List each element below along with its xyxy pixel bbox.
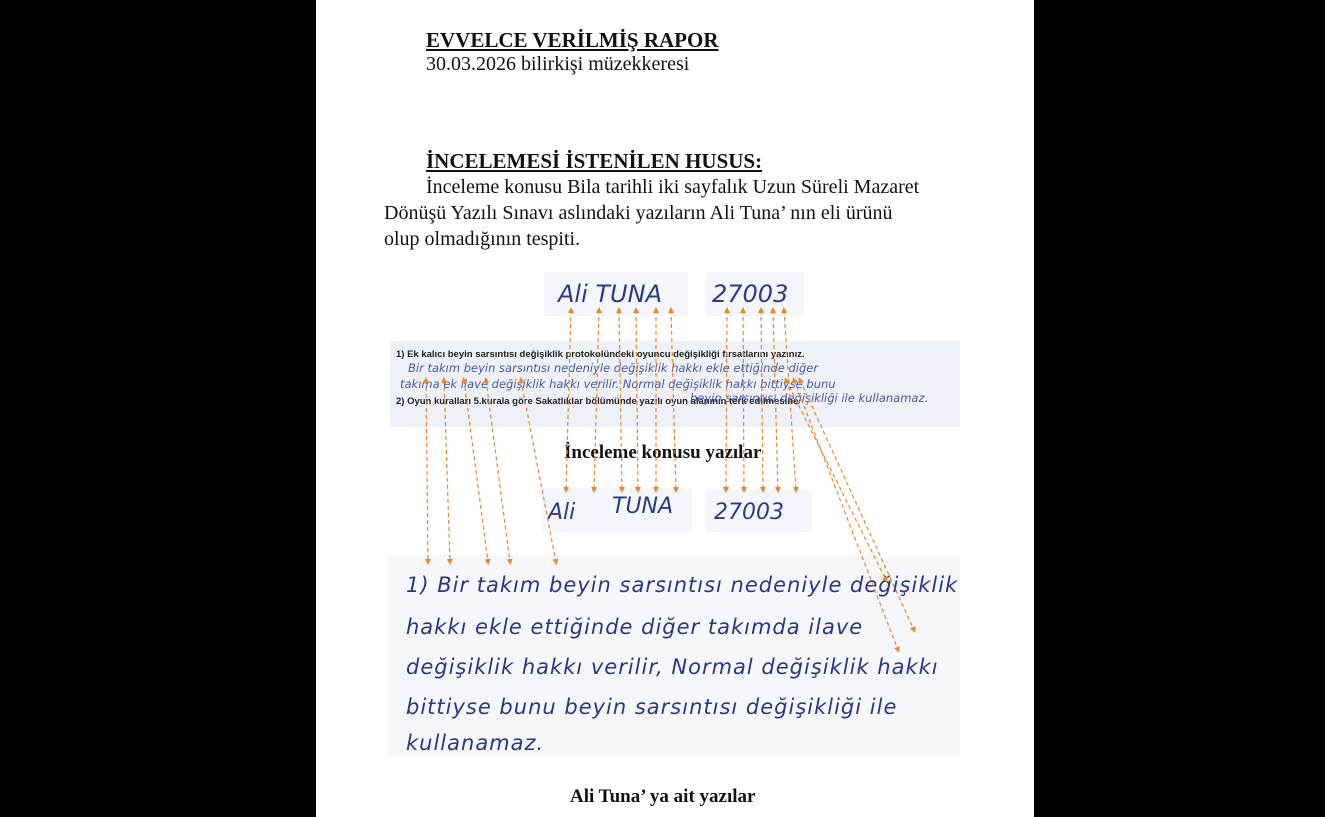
reference-line-5: kullanamaz. bbox=[406, 731, 545, 755]
comparison-arrow-17 bbox=[786, 380, 886, 580]
comparison-arrow-15 bbox=[486, 380, 510, 562]
reference-line-4: bittiyse bunu beyin sarsıntısı değişikliği ile bbox=[406, 695, 898, 719]
comparison-arrow-1 bbox=[566, 310, 571, 490]
comparison-arrow-8 bbox=[743, 310, 744, 490]
comparison-arrow-16 bbox=[521, 380, 556, 562]
comparison-arrows bbox=[316, 0, 1034, 817]
comparison-arrow-2 bbox=[594, 310, 599, 490]
comparison-arrow-19 bbox=[800, 380, 914, 630]
comparison-arrow-18 bbox=[794, 380, 898, 650]
comparison-arrow-7 bbox=[726, 310, 727, 490]
body-line-1: İnceleme konusu Bila tarihli iki sayfalık Uzun Süreli Mazaret bbox=[426, 176, 920, 198]
form-handwriting-3: beyin sarsıntısı değişikliği ile kullanamaz. bbox=[690, 391, 929, 405]
body-line-2: Dönüşü Yazılı Sınavı aslındaki yazıların Ali Tuna’ nın eli ürünü bbox=[384, 202, 893, 224]
body-line-3: olup olmadığının tespiti. bbox=[384, 228, 581, 250]
name-sample-bottom-first: Ali bbox=[548, 500, 576, 525]
form-handwriting-1: Bir takım beyin sarsıntısı nedeniyle değişiklik hakkı ekle ettiğinde diğer bbox=[408, 361, 819, 375]
document-page bbox=[316, 0, 1034, 817]
reference-line-3: değişiklik hakkı verilir, Normal değişiklik hakkı bbox=[406, 655, 939, 679]
reference-line-2: hakkı ekle ettiğinde diğer takımda ilave bbox=[406, 615, 864, 639]
number-sample-top-text: 27003 bbox=[712, 280, 789, 308]
comparison-arrow-14 bbox=[464, 380, 488, 562]
comparison-arrow-10 bbox=[773, 310, 778, 490]
comparison-arrow-3 bbox=[619, 310, 622, 490]
reference-line-1: 1) Bir takım beyin sarsıntısı nedeniyle değişiklik bbox=[406, 573, 959, 597]
comparison-arrow-6 bbox=[671, 310, 676, 490]
comparison-arrow-9 bbox=[761, 310, 763, 490]
comparison-arrow-12 bbox=[426, 380, 428, 562]
caption-questioned-writing: İnceleme konusu yazılar bbox=[564, 442, 762, 463]
comparison-arrow-11 bbox=[784, 310, 796, 490]
comparison-arrow-4 bbox=[636, 310, 638, 490]
comparison-arrow-13 bbox=[444, 380, 450, 562]
form-question-2: 2) Oyun kuralları 5.kurala göre Sakatlıklar bölümünde yazılı oyun alanının terk edilmesine bbox=[396, 396, 799, 407]
report-subtitle: 30.03.2026 bilirkişi müzekkeresi bbox=[426, 53, 690, 75]
name-sample-bottom-last: TUNA bbox=[612, 494, 674, 519]
section-heading: İNCELEMESİ İSTENİLEN HUSUS: bbox=[426, 149, 763, 173]
number-sample-bottom-text: 27003 bbox=[714, 500, 784, 525]
report-title: EVVELCE VERİLMİŞ RAPOR bbox=[426, 28, 719, 52]
caption-reference-writing: Ali Tuna’ ya ait yazılar bbox=[570, 786, 756, 807]
form-handwriting-2: takıma ek ilave değişiklik hakkı verilir. Normal değişiklik hakkı bittiyse bunu bbox=[400, 377, 836, 391]
form-question-1: 1) Ek kalıcı beyin sarsıntısı değişiklik protokolündeki oyuncu değişikliği fırsatlarını yazınız. bbox=[396, 349, 805, 360]
name-sample-top-text: Ali TUNA bbox=[558, 280, 662, 308]
